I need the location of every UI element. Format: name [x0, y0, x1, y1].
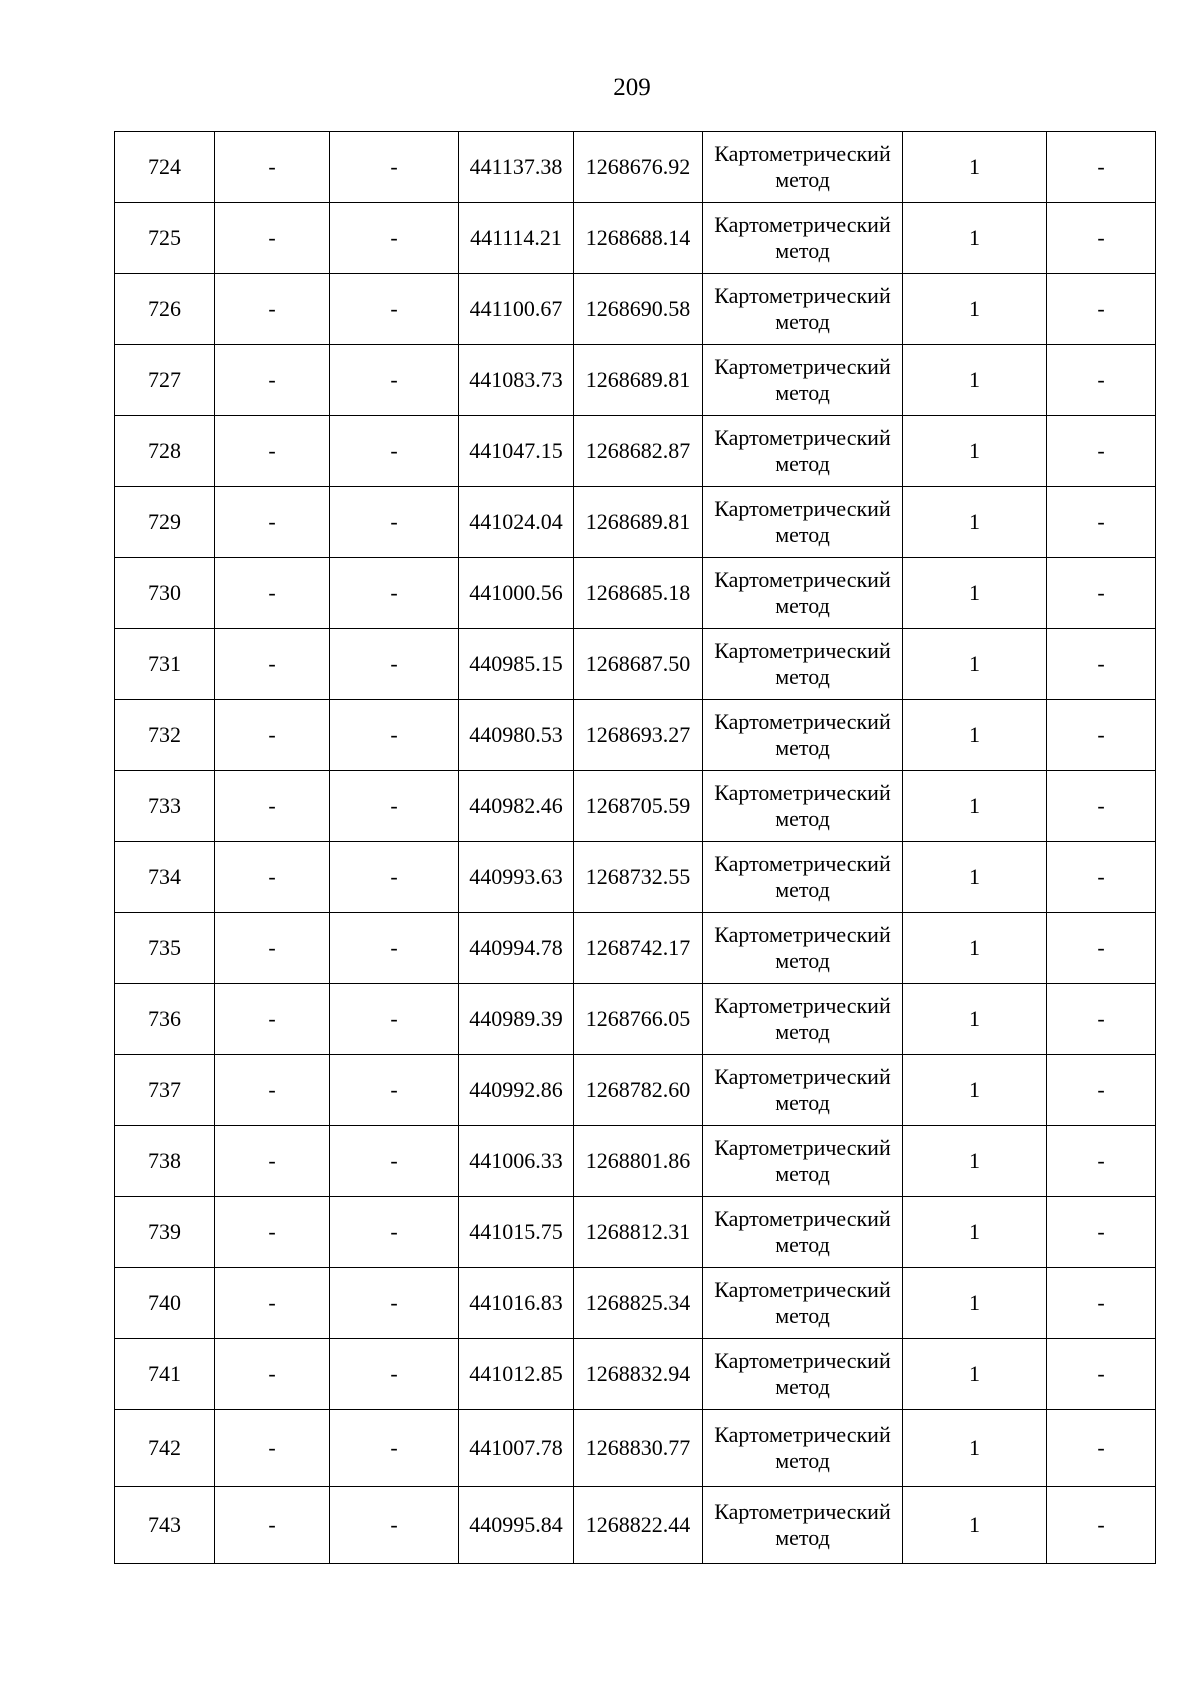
empty-cell: -: [330, 203, 459, 274]
x-coordinate-cell: 440980.53: [459, 700, 574, 771]
accuracy-cell: 1: [903, 984, 1047, 1055]
method-line-2: метод: [775, 1090, 830, 1115]
accuracy-cell: 1: [903, 132, 1047, 203]
empty-cell: -: [1047, 558, 1156, 629]
y-coordinate-cell: 1268766.05: [574, 984, 703, 1055]
accuracy-cell: 1: [903, 842, 1047, 913]
accuracy-cell: 1: [903, 416, 1047, 487]
empty-cell: -: [1047, 274, 1156, 345]
method-line-1: Картометрический: [714, 638, 891, 663]
method-cell: [703, 345, 903, 416]
method-line-2: метод: [775, 1525, 830, 1550]
accuracy-cell: 1: [903, 1197, 1047, 1268]
point-number-cell: 726: [115, 274, 215, 345]
empty-cell: -: [1047, 487, 1156, 558]
method-cell: [703, 1055, 903, 1126]
point-number-cell: 727: [115, 345, 215, 416]
method-line-2: метод: [775, 1161, 830, 1186]
y-coordinate-cell: 1268685.18: [574, 558, 703, 629]
y-coordinate-cell: 1268825.34: [574, 1268, 703, 1339]
y-coordinate-cell: 1268832.94: [574, 1339, 703, 1410]
method-line-2: метод: [775, 735, 830, 760]
coordinates-table: [114, 131, 1156, 1564]
point-number-cell: 731: [115, 629, 215, 700]
empty-cell: -: [215, 1487, 330, 1564]
page-number: 209: [613, 74, 651, 101]
x-coordinate-cell: 440989.39: [459, 984, 574, 1055]
point-number-cell: 724: [115, 132, 215, 203]
table-row: [115, 842, 1156, 913]
y-coordinate-cell: 1268689.81: [574, 345, 703, 416]
empty-cell: -: [215, 984, 330, 1055]
method-cell: [703, 913, 903, 984]
y-coordinate-cell: 1268732.55: [574, 842, 703, 913]
empty-cell: -: [1047, 1339, 1156, 1410]
empty-cell: -: [1047, 132, 1156, 203]
y-coordinate-cell: 1268822.44: [574, 1487, 703, 1564]
empty-cell: -: [215, 132, 330, 203]
accuracy-cell: 1: [903, 1487, 1047, 1564]
empty-cell: -: [1047, 842, 1156, 913]
table-row: [115, 913, 1156, 984]
table-row: [115, 629, 1156, 700]
empty-cell: -: [1047, 1268, 1156, 1339]
method-cell: [703, 132, 903, 203]
empty-cell: -: [330, 1126, 459, 1197]
empty-cell: -: [330, 700, 459, 771]
x-coordinate-cell: 440993.63: [459, 842, 574, 913]
y-coordinate-cell: 1268688.14: [574, 203, 703, 274]
method-line-1: Картометрический: [714, 1135, 891, 1160]
empty-cell: -: [215, 1339, 330, 1410]
empty-cell: -: [330, 771, 459, 842]
empty-cell: -: [1047, 203, 1156, 274]
point-number-cell: 737: [115, 1055, 215, 1126]
point-number-cell: 741: [115, 1339, 215, 1410]
method-line-2: метод: [775, 451, 830, 476]
empty-cell: -: [330, 416, 459, 487]
y-coordinate-cell: 1268687.50: [574, 629, 703, 700]
method-line-1: Картометрический: [714, 567, 891, 592]
empty-cell: -: [215, 345, 330, 416]
point-number-cell: 728: [115, 416, 215, 487]
y-coordinate-cell: 1268812.31: [574, 1197, 703, 1268]
empty-cell: -: [330, 1055, 459, 1126]
empty-cell: -: [215, 1268, 330, 1339]
x-coordinate-cell: 440982.46: [459, 771, 574, 842]
empty-cell: -: [215, 1197, 330, 1268]
point-number-cell: 742: [115, 1410, 215, 1487]
method-line-1: Картометрический: [714, 780, 891, 805]
method-line-2: метод: [775, 948, 830, 973]
x-coordinate-cell: 441100.67: [459, 274, 574, 345]
empty-cell: -: [215, 629, 330, 700]
method-line-2: метод: [775, 1303, 830, 1328]
method-cell: [703, 487, 903, 558]
empty-cell: -: [1047, 345, 1156, 416]
method-line-1: Картометрический: [714, 141, 891, 166]
y-coordinate-cell: 1268705.59: [574, 771, 703, 842]
empty-cell: -: [215, 700, 330, 771]
empty-cell: -: [1047, 984, 1156, 1055]
empty-cell: -: [1047, 913, 1156, 984]
empty-cell: -: [215, 558, 330, 629]
accuracy-cell: 1: [903, 771, 1047, 842]
method-line-2: метод: [775, 664, 830, 689]
accuracy-cell: 1: [903, 913, 1047, 984]
empty-cell: -: [330, 1268, 459, 1339]
method-line-1: Картометрический: [714, 1277, 891, 1302]
table-row: [115, 1126, 1156, 1197]
accuracy-cell: 1: [903, 345, 1047, 416]
y-coordinate-cell: 1268742.17: [574, 913, 703, 984]
method-cell: [703, 203, 903, 274]
method-line-2: метод: [775, 522, 830, 547]
empty-cell: -: [215, 487, 330, 558]
empty-cell: -: [215, 913, 330, 984]
empty-cell: -: [330, 1487, 459, 1564]
x-coordinate-cell: 441006.33: [459, 1126, 574, 1197]
empty-cell: -: [1047, 1487, 1156, 1564]
y-coordinate-cell: 1268693.27: [574, 700, 703, 771]
table-row: [115, 345, 1156, 416]
x-coordinate-cell: 441016.83: [459, 1268, 574, 1339]
x-coordinate-cell: 440992.86: [459, 1055, 574, 1126]
table-row: [115, 487, 1156, 558]
point-number-cell: 730: [115, 558, 215, 629]
empty-cell: -: [215, 1410, 330, 1487]
accuracy-cell: 1: [903, 203, 1047, 274]
table-row: [115, 558, 1156, 629]
y-coordinate-cell: 1268782.60: [574, 1055, 703, 1126]
x-coordinate-cell: 441000.56: [459, 558, 574, 629]
empty-cell: -: [215, 1126, 330, 1197]
method-line-2: метод: [775, 167, 830, 192]
empty-cell: -: [330, 984, 459, 1055]
empty-cell: -: [1047, 629, 1156, 700]
method-line-2: метод: [775, 1232, 830, 1257]
table-row: [115, 203, 1156, 274]
point-number-cell: 736: [115, 984, 215, 1055]
point-number-cell: 729: [115, 487, 215, 558]
table-row: [115, 1487, 1156, 1564]
empty-cell: -: [330, 629, 459, 700]
method-cell: [703, 1410, 903, 1487]
empty-cell: -: [330, 558, 459, 629]
accuracy-cell: 1: [903, 1126, 1047, 1197]
method-line-2: метод: [775, 309, 830, 334]
accuracy-cell: 1: [903, 1410, 1047, 1487]
empty-cell: -: [330, 1410, 459, 1487]
method-cell: [703, 629, 903, 700]
x-coordinate-cell: 440994.78: [459, 913, 574, 984]
x-coordinate-cell: 441137.38: [459, 132, 574, 203]
empty-cell: -: [330, 274, 459, 345]
method-cell: [703, 274, 903, 345]
method-line-2: метод: [775, 238, 830, 263]
empty-cell: -: [1047, 1055, 1156, 1126]
accuracy-cell: 1: [903, 700, 1047, 771]
method-line-2: метод: [775, 877, 830, 902]
y-coordinate-cell: 1268689.81: [574, 487, 703, 558]
point-number-cell: 732: [115, 700, 215, 771]
point-number-cell: 739: [115, 1197, 215, 1268]
empty-cell: -: [1047, 700, 1156, 771]
method-line-1: Картометрический: [714, 1499, 891, 1524]
point-number-cell: 735: [115, 913, 215, 984]
x-coordinate-cell: 441083.73: [459, 345, 574, 416]
accuracy-cell: 1: [903, 274, 1047, 345]
point-number-cell: 740: [115, 1268, 215, 1339]
method-line-1: Картометрический: [714, 709, 891, 734]
method-line-1: Картометрический: [714, 354, 891, 379]
x-coordinate-cell: 441007.78: [459, 1410, 574, 1487]
method-cell: [703, 1487, 903, 1564]
empty-cell: -: [215, 416, 330, 487]
method-line-1: Картометрический: [714, 283, 891, 308]
point-number-cell: 738: [115, 1126, 215, 1197]
method-line-2: метод: [775, 1448, 830, 1473]
empty-cell: -: [215, 771, 330, 842]
point-number-cell: 733: [115, 771, 215, 842]
method-cell: [703, 558, 903, 629]
y-coordinate-cell: 1268690.58: [574, 274, 703, 345]
table-row: [115, 700, 1156, 771]
table-row: [115, 274, 1156, 345]
empty-cell: -: [215, 1055, 330, 1126]
method-cell: [703, 842, 903, 913]
method-line-1: Картометрический: [714, 993, 891, 1018]
table-row: [115, 132, 1156, 203]
method-line-2: метод: [775, 593, 830, 618]
accuracy-cell: 1: [903, 1339, 1047, 1410]
empty-cell: -: [1047, 771, 1156, 842]
accuracy-cell: 1: [903, 558, 1047, 629]
method-line-1: Картометрический: [714, 212, 891, 237]
table-row: [115, 1339, 1156, 1410]
empty-cell: -: [330, 1197, 459, 1268]
method-line-1: Картометрический: [714, 1064, 891, 1089]
empty-cell: -: [330, 132, 459, 203]
x-coordinate-cell: 441114.21: [459, 203, 574, 274]
y-coordinate-cell: 1268676.92: [574, 132, 703, 203]
method-line-2: метод: [775, 806, 830, 831]
x-coordinate-cell: 441015.75: [459, 1197, 574, 1268]
method-cell: [703, 700, 903, 771]
empty-cell: -: [215, 842, 330, 913]
method-line-2: метод: [775, 380, 830, 405]
method-cell: [703, 1197, 903, 1268]
method-line-1: Картометрический: [714, 1348, 891, 1373]
table-row: [115, 416, 1156, 487]
x-coordinate-cell: 441047.15: [459, 416, 574, 487]
accuracy-cell: 1: [903, 1055, 1047, 1126]
empty-cell: -: [215, 274, 330, 345]
method-line-1: Картометрический: [714, 922, 891, 947]
table-row: [115, 984, 1156, 1055]
x-coordinate-cell: 441024.04: [459, 487, 574, 558]
point-number-cell: 725: [115, 203, 215, 274]
empty-cell: -: [330, 487, 459, 558]
empty-cell: -: [1047, 1197, 1156, 1268]
empty-cell: -: [330, 842, 459, 913]
method-line-2: метод: [775, 1374, 830, 1399]
empty-cell: -: [330, 1339, 459, 1410]
method-cell: [703, 1339, 903, 1410]
x-coordinate-cell: 441012.85: [459, 1339, 574, 1410]
y-coordinate-cell: 1268682.87: [574, 416, 703, 487]
method-line-1: Картометрический: [714, 425, 891, 450]
accuracy-cell: 1: [903, 629, 1047, 700]
table-row: [115, 1410, 1156, 1487]
method-line-2: метод: [775, 1019, 830, 1044]
y-coordinate-cell: 1268830.77: [574, 1410, 703, 1487]
table-row: [115, 1055, 1156, 1126]
method-cell: [703, 416, 903, 487]
empty-cell: -: [215, 203, 330, 274]
y-coordinate-cell: 1268801.86: [574, 1126, 703, 1197]
empty-cell: -: [1047, 1410, 1156, 1487]
method-cell: [703, 1126, 903, 1197]
empty-cell: -: [1047, 416, 1156, 487]
point-number-cell: 734: [115, 842, 215, 913]
table-row: [115, 1197, 1156, 1268]
method-cell: [703, 1268, 903, 1339]
x-coordinate-cell: 440985.15: [459, 629, 574, 700]
table-row: [115, 771, 1156, 842]
accuracy-cell: 1: [903, 1268, 1047, 1339]
method-cell: [703, 984, 903, 1055]
method-line-1: Картометрический: [714, 496, 891, 521]
method-cell: [703, 771, 903, 842]
method-line-1: Картометрический: [714, 851, 891, 876]
empty-cell: -: [330, 345, 459, 416]
accuracy-cell: 1: [903, 487, 1047, 558]
method-line-1: Картометрический: [714, 1206, 891, 1231]
method-line-1: Картометрический: [714, 1422, 891, 1447]
empty-cell: -: [1047, 1126, 1156, 1197]
table-row: [115, 1268, 1156, 1339]
point-number-cell: 743: [115, 1487, 215, 1564]
empty-cell: -: [330, 913, 459, 984]
x-coordinate-cell: 440995.84: [459, 1487, 574, 1564]
